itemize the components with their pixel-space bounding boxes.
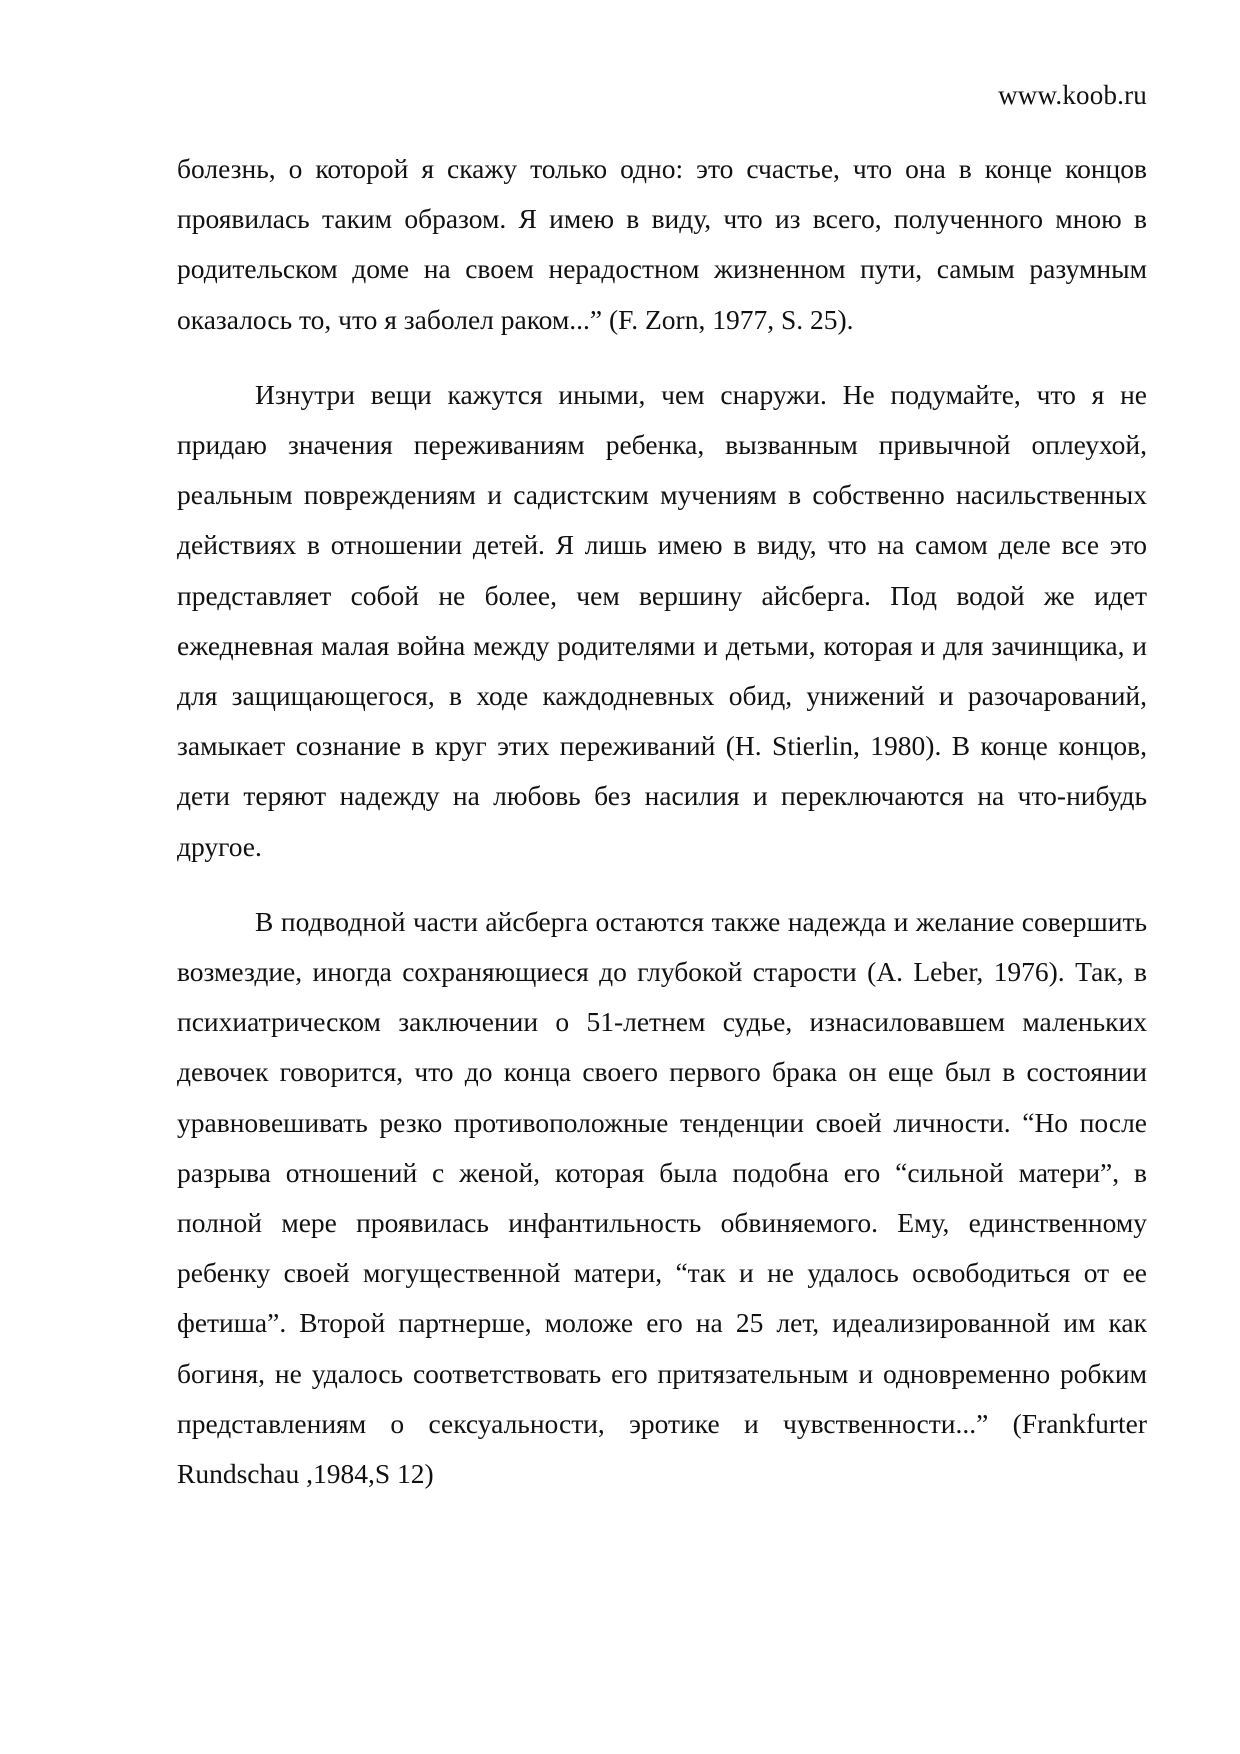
paragraph-3: В подводной части айсберга остаются также надежда и желание совершить возмездие, иногда сохраняющиеся до глубокой старости (A. Leber, 1976). Так, в психиатрическом заключении о 51-летнем судье, изнасиловавшем маленьких девочек говорится, что до конца своего первого брака он еще был в состоянии уравновешивать резко противоположные тенденции своей личности. “Но после разрыва отношений с женой, которая была подобна его “сильной матери”, в полной мере проявилась инфантильность обвиняемого. Ему, единственному ребенку своей могущественной матери, “так и не удалось освободиться от ее фетиша”. Второй партнерше, моложе его на 25 лет, идеализированной им как богиня, не удалось соответствовать его притязательным и одновременно робким представлениям о сексуальности, эротике и чувственности...” (Frankfurter Rundschau ,1984,S 12) (177, 905, 1147, 1490)
header-url[interactable]: www.koob.ru (998, 80, 1147, 110)
paragraph-2: Изнутри вещи кажутся иными, чем снаружи. Не подумайте, что я не придаю значения переживаниям ребенка, вызванным привычной оплеухой, реальным повреждениям и садистским мучениям в собственно насильственных действиях в отношении детей. Я лишь имею в виду, что на самом деле все это представляет собой не более, чем вершину айсберга. Под водой же идет ежедневная малая война между родителями и детьми, которая и для зачинщика, и для защищающегося, в ходе каждодневных обид, унижений и разочарований, замыкает сознание в круг этих переживаний (H. Stierlin, 1980). В конце концов, дети теряют надежду на любовь без насилия и переключаются на что-нибудь другое. (177, 378, 1147, 862)
body-text (177, 144, 1147, 1524)
paragraph-1: болезнь, о которой я скажу только одно: это счастье, что она в конце концов проявилась таким образом. Я имею в виду, что из всего, полученного мною в родительском доме на своем нерадостном жизненном пути, самым разумным оказалось то, что я заболел раком...” (F. Zorn, 1977, S. 25). (177, 153, 1147, 335)
